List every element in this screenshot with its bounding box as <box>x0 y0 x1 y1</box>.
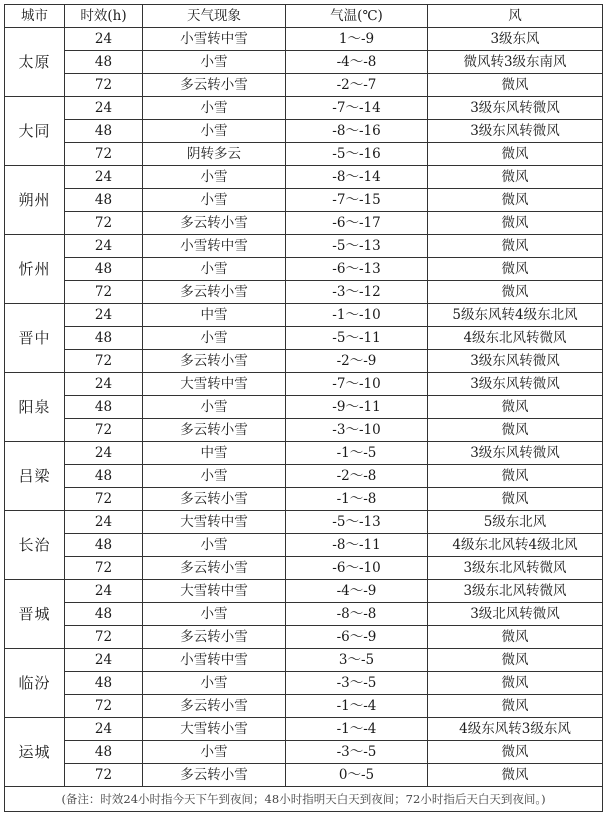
lead-time-cell: 72 <box>65 212 143 235</box>
wind-cell: 3级东风转微风 <box>428 97 603 120</box>
wind-cell: 微风 <box>428 488 603 511</box>
lead-time-cell: 24 <box>65 235 143 258</box>
lead-time-cell: 24 <box>65 511 143 534</box>
lead-time-cell: 24 <box>65 166 143 189</box>
lead-time-cell: 48 <box>65 741 143 764</box>
weather-cell: 大雪转中雪 <box>143 373 286 396</box>
city-name-cell: 太原 <box>5 28 65 97</box>
temperature-cell: -6～-13 <box>286 258 428 281</box>
weather-cell: 大雪转中雪 <box>143 580 286 603</box>
lead-time-cell: 48 <box>65 120 143 143</box>
weather-cell: 小雪 <box>143 534 286 557</box>
temperature-cell: -7～-10 <box>286 373 428 396</box>
header-weather: 天气现象 <box>143 5 286 28</box>
temperature-cell: -4～-9 <box>286 580 428 603</box>
lead-time-cell: 48 <box>65 465 143 488</box>
lead-time-cell: 72 <box>65 695 143 718</box>
weather-cell: 小雪 <box>143 51 286 74</box>
wind-cell: 微风 <box>428 419 603 442</box>
header-city: 城市 <box>5 5 65 28</box>
temperature-cell: 1～-9 <box>286 28 428 51</box>
temperature-cell: 3～-5 <box>286 649 428 672</box>
weather-cell: 小雪 <box>143 465 286 488</box>
table-row <box>5 603 603 626</box>
temperature-cell: -8～-11 <box>286 534 428 557</box>
wind-cell: 3级东风 <box>428 28 603 51</box>
weather-cell: 小雪转中雪 <box>143 649 286 672</box>
wind-cell: 3级东风转微风 <box>428 120 603 143</box>
temperature-cell: -6～-9 <box>286 626 428 649</box>
weather-cell: 阴转多云 <box>143 143 286 166</box>
table-row <box>5 373 603 396</box>
temperature-cell: -8～-16 <box>286 120 428 143</box>
weather-cell: 小雪 <box>143 258 286 281</box>
lead-time-cell: 24 <box>65 373 143 396</box>
header-lead-time: 时效(h) <box>65 5 143 28</box>
weather-cell: 小雪 <box>143 672 286 695</box>
note-row <box>5 787 603 812</box>
lead-time-cell: 72 <box>65 350 143 373</box>
city-name-cell: 朔州 <box>5 166 65 235</box>
weather-cell: 多云转小雪 <box>143 74 286 97</box>
weather-cell: 小雪 <box>143 396 286 419</box>
wind-cell: 3级东北风转微风 <box>428 580 603 603</box>
lead-time-cell: 72 <box>65 74 143 97</box>
weather-cell: 小雪 <box>143 189 286 212</box>
temperature-cell: -1～-5 <box>286 442 428 465</box>
lead-time-cell: 24 <box>65 442 143 465</box>
lead-time-cell: 24 <box>65 580 143 603</box>
header-temperature: 气温(℃) <box>286 5 428 28</box>
wind-cell: 微风 <box>428 258 603 281</box>
wind-cell: 3级北风转微风 <box>428 603 603 626</box>
forecast-table <box>4 4 603 812</box>
table-row <box>5 419 603 442</box>
temperature-cell: -3～-12 <box>286 281 428 304</box>
table-row <box>5 28 603 51</box>
lead-time-cell: 72 <box>65 281 143 304</box>
wind-cell: 微风 <box>428 626 603 649</box>
wind-cell: 4级东风转3级东风 <box>428 718 603 741</box>
table-row <box>5 258 603 281</box>
table-row <box>5 74 603 97</box>
wind-cell: 微风 <box>428 764 603 787</box>
temperature-cell: -2～-7 <box>286 74 428 97</box>
temperature-cell: -5～-13 <box>286 511 428 534</box>
table-row <box>5 465 603 488</box>
city-name-cell: 晋城 <box>5 580 65 649</box>
wind-cell: 微风 <box>428 396 603 419</box>
weather-cell: 多云转小雪 <box>143 488 286 511</box>
wind-cell: 微风 <box>428 649 603 672</box>
temperature-cell: -5～-16 <box>286 143 428 166</box>
lead-time-cell: 72 <box>65 626 143 649</box>
weather-cell: 多云转小雪 <box>143 764 286 787</box>
weather-cell: 多云转小雪 <box>143 281 286 304</box>
lead-time-cell: 48 <box>65 327 143 350</box>
temperature-cell: -8～-8 <box>286 603 428 626</box>
temperature-cell: -7～-15 <box>286 189 428 212</box>
table-row <box>5 51 603 74</box>
wind-cell: 4级东北风转4级北风 <box>428 534 603 557</box>
weather-cell: 多云转小雪 <box>143 695 286 718</box>
table-row <box>5 235 603 258</box>
table-row <box>5 281 603 304</box>
temperature-cell: -1～-4 <box>286 718 428 741</box>
lead-time-cell: 24 <box>65 28 143 51</box>
wind-cell: 微风转3级东南风 <box>428 51 603 74</box>
table-row <box>5 672 603 695</box>
temperature-cell: -8～-14 <box>286 166 428 189</box>
city-name-cell: 忻州 <box>5 235 65 304</box>
lead-time-cell: 48 <box>65 189 143 212</box>
wind-cell: 微风 <box>428 741 603 764</box>
wind-cell: 微风 <box>428 672 603 695</box>
wind-cell: 5级东风转4级东北风 <box>428 304 603 327</box>
weather-cell: 小雪转中雪 <box>143 28 286 51</box>
wind-cell: 微风 <box>428 143 603 166</box>
weather-cell: 小雪转中雪 <box>143 235 286 258</box>
weather-cell: 小雪 <box>143 603 286 626</box>
table-row <box>5 189 603 212</box>
weather-cell: 多云转小雪 <box>143 350 286 373</box>
temperature-cell: -3～-10 <box>286 419 428 442</box>
lead-time-cell: 72 <box>65 764 143 787</box>
temperature-cell: -4～-8 <box>286 51 428 74</box>
footnote: (备注：时效24小时指今天下午到夜间；48小时指明天白天到夜间；72小时指后天白天到夜间。) <box>5 787 603 812</box>
lead-time-cell: 48 <box>65 603 143 626</box>
lead-time-cell: 24 <box>65 304 143 327</box>
lead-time-cell: 48 <box>65 258 143 281</box>
lead-time-cell: 24 <box>65 649 143 672</box>
temperature-cell: -2～-9 <box>286 350 428 373</box>
weather-cell: 多云转小雪 <box>143 557 286 580</box>
lead-time-cell: 72 <box>65 488 143 511</box>
wind-cell: 微风 <box>428 212 603 235</box>
temperature-cell: -6～-10 <box>286 557 428 580</box>
lead-time-cell: 72 <box>65 419 143 442</box>
lead-time-cell: 48 <box>65 672 143 695</box>
city-name-cell: 吕梁 <box>5 442 65 511</box>
table-footer <box>5 787 603 812</box>
weather-cell: 多云转小雪 <box>143 212 286 235</box>
lead-time-cell: 72 <box>65 557 143 580</box>
city-name-cell: 长治 <box>5 511 65 580</box>
weather-cell: 小雪 <box>143 166 286 189</box>
wind-cell: 4级东北风转微风 <box>428 327 603 350</box>
table-row <box>5 557 603 580</box>
lead-time-cell: 48 <box>65 534 143 557</box>
table-row <box>5 350 603 373</box>
wind-cell: 3级东北风转微风 <box>428 557 603 580</box>
wind-cell: 3级东风转微风 <box>428 442 603 465</box>
table-row <box>5 327 603 350</box>
temperature-cell: -2～-8 <box>286 465 428 488</box>
wind-cell: 微风 <box>428 695 603 718</box>
weather-cell: 小雪 <box>143 97 286 120</box>
weather-cell: 小雪 <box>143 741 286 764</box>
lead-time-cell: 24 <box>65 718 143 741</box>
temperature-cell: -1～-10 <box>286 304 428 327</box>
weather-cell: 中雪 <box>143 304 286 327</box>
table-row <box>5 511 603 534</box>
temperature-cell: -3～-5 <box>286 741 428 764</box>
header-row <box>5 5 603 28</box>
table-row <box>5 120 603 143</box>
temperature-cell: -3～-5 <box>286 672 428 695</box>
weather-cell: 中雪 <box>143 442 286 465</box>
table-row <box>5 626 603 649</box>
table-body <box>5 28 603 787</box>
table-row <box>5 718 603 741</box>
lead-time-cell: 48 <box>65 51 143 74</box>
temperature-cell: -9～-11 <box>286 396 428 419</box>
table-row <box>5 741 603 764</box>
table-row <box>5 580 603 603</box>
wind-cell: 微风 <box>428 281 603 304</box>
weather-cell: 大雪转中雪 <box>143 511 286 534</box>
weather-cell: 小雪 <box>143 327 286 350</box>
table-row <box>5 212 603 235</box>
table-row <box>5 304 603 327</box>
table-row <box>5 488 603 511</box>
table-row <box>5 97 603 120</box>
table-row <box>5 534 603 557</box>
weather-cell: 多云转小雪 <box>143 626 286 649</box>
temperature-cell: -5～-11 <box>286 327 428 350</box>
temperature-cell: -6～-17 <box>286 212 428 235</box>
table-row <box>5 166 603 189</box>
wind-cell: 微风 <box>428 235 603 258</box>
table-row <box>5 764 603 787</box>
city-name-cell: 运城 <box>5 718 65 787</box>
wind-cell: 5级东北风 <box>428 511 603 534</box>
weather-cell: 多云转小雪 <box>143 419 286 442</box>
temperature-cell: -1～-8 <box>286 488 428 511</box>
lead-time-cell: 72 <box>65 143 143 166</box>
temperature-cell: 0～-5 <box>286 764 428 787</box>
city-name-cell: 临汾 <box>5 649 65 718</box>
lead-time-cell: 24 <box>65 97 143 120</box>
temperature-cell: -7～-14 <box>286 97 428 120</box>
wind-cell: 微风 <box>428 166 603 189</box>
wind-cell: 微风 <box>428 74 603 97</box>
temperature-cell: -1～-4 <box>286 695 428 718</box>
table-row <box>5 143 603 166</box>
table-row <box>5 396 603 419</box>
wind-cell: 3级东风转微风 <box>428 350 603 373</box>
wind-cell: 3级东风转微风 <box>428 373 603 396</box>
header-wind: 风 <box>428 5 603 28</box>
wind-cell: 微风 <box>428 465 603 488</box>
temperature-cell: -5～-13 <box>286 235 428 258</box>
weather-cell: 大雪转小雪 <box>143 718 286 741</box>
city-name-cell: 大同 <box>5 97 65 166</box>
city-name-cell: 晋中 <box>5 304 65 373</box>
weather-cell: 小雪 <box>143 120 286 143</box>
table-row <box>5 649 603 672</box>
wind-cell: 微风 <box>428 189 603 212</box>
forecast-container <box>4 4 602 812</box>
lead-time-cell: 48 <box>65 396 143 419</box>
table-row <box>5 695 603 718</box>
table-row <box>5 442 603 465</box>
city-name-cell: 阳泉 <box>5 373 65 442</box>
table-header <box>5 5 603 28</box>
